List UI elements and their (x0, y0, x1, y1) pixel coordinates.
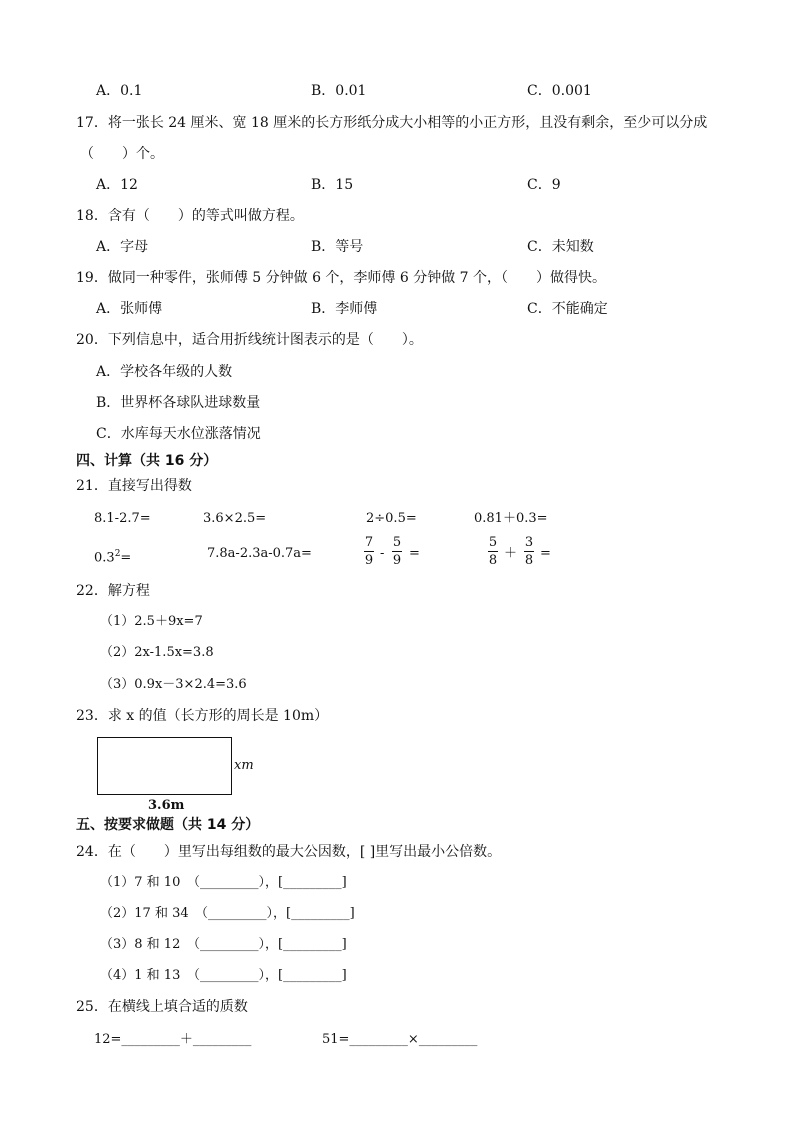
q21-expr-5 (94, 545, 131, 567)
q24-answer-blank-4[interactable]: （_________），[_________] (187, 968, 347, 983)
q16-option-a: A．0.1 (96, 83, 143, 99)
q17-question-line1: 17．将一张长 24 厘米、宽 18 厘米的长方形纸分成大小相等的小正方形，且没有剩余，至少可以分成 (76, 115, 708, 131)
fraction-bar (524, 551, 534, 552)
q21-expr-1: 8.1-2.7= (94, 511, 151, 526)
q24-item-4: （4）1 和 13 (100, 968, 181, 983)
q21-expr-6: 7.8a-2.3a-0.7a= (207, 546, 312, 561)
q21-equals-1: = (409, 546, 420, 561)
q21-square-exponent: 2 (114, 549, 121, 559)
q17-option-b: B．15 (311, 177, 354, 193)
q18-question: 18．含有（ ）的等式叫做方程。 (76, 208, 304, 224)
q21-plus-sign: ＋ (504, 546, 518, 561)
q21-fraction-3-8 (523, 535, 535, 568)
rectangle-side-label: xm (234, 758, 254, 773)
fraction-denominator: 8 (488, 553, 498, 568)
q21-title: 21．直接写出得数 (76, 478, 192, 494)
q22-equation-2: （2）2x-1.5x=3.8 (100, 645, 214, 660)
fraction-numerator: 7 (364, 535, 374, 550)
rectangle-bottom-label: 3.6m (148, 798, 185, 813)
q17-option-a: A．12 (96, 177, 138, 193)
q23-title: 23．求 x 的值（长方形的周长是 10m） (76, 708, 329, 724)
fraction-numerator: 5 (392, 535, 402, 550)
q18-option-a: A．字母 (96, 239, 149, 255)
q24-item-1: （1）7 和 10 (100, 875, 181, 890)
q21-fraction-5-8 (487, 535, 499, 568)
q21-square-equals: = (120, 550, 132, 566)
q17-option-c: C．9 (527, 177, 561, 193)
q21-expr-2: 3.6×2.5= (203, 511, 267, 526)
q25-blank-sum[interactable]: 12=_________＋_________ (94, 1032, 252, 1047)
q22-equation-3: （3）0.9x－3×2.4=3.6 (100, 677, 247, 692)
fraction-bar (488, 551, 498, 552)
q20-question: 20．下列信息中，适合用折线统计图表示的是（ ）。 (76, 332, 423, 348)
q19-option-b: B．李师傅 (311, 301, 378, 317)
fraction-denominator: 9 (392, 553, 402, 568)
q21-equals-2: = (540, 546, 551, 561)
q22-equation-1: （1）2.5＋9x=7 (100, 614, 203, 629)
q19-option-a: A．张师傅 (96, 301, 163, 317)
q20-option-c: C．水库每天水位涨落情况 (96, 426, 261, 442)
rectangle-figure (97, 737, 232, 795)
q24-answer-blank-1[interactable]: （_________），[_________] (187, 875, 347, 890)
q21-square-base: 0.3 (94, 550, 115, 566)
q21-fraction-5-9 (391, 535, 403, 568)
q24-item-3: （3）8 和 12 (100, 937, 181, 952)
section-heading-calculation: 四、计算（共 16 分） (76, 453, 218, 469)
q19-question: 19．做同一种零件，张师傅 5 分钟做 6 个，李师傅 6 分钟做 7 个，（ ）做得快。 (76, 270, 607, 286)
fraction-bar (392, 551, 402, 552)
q22-title: 22．解方程 (76, 583, 150, 599)
q18-option-b: B．等号 (311, 239, 364, 255)
fraction-numerator: 5 (488, 535, 498, 550)
fraction-numerator: 3 (524, 535, 534, 550)
q21-expr-4: 0.81＋0.3= (474, 511, 548, 526)
q24-item-2: （2）17 和 34 (100, 906, 189, 921)
q20-option-b: B．世界杯各球队进球数量 (96, 395, 261, 411)
fraction-bar (364, 551, 374, 552)
fraction-denominator: 9 (364, 553, 374, 568)
q25-blank-product[interactable]: 51=_________×_________ (322, 1032, 478, 1047)
fraction-denominator: 8 (524, 553, 534, 568)
q16-option-b: B．0.01 (311, 83, 367, 99)
q17-question-line2: （ ）个。 (80, 146, 164, 162)
q25-title: 25．在横线上填合适的质数 (76, 999, 248, 1015)
q21-expr-3: 2÷0.5= (366, 511, 417, 526)
q16-option-c: C．0.001 (527, 83, 592, 99)
q24-answer-blank-3[interactable]: （_________），[_________] (187, 937, 347, 952)
section-heading-tasks: 五、按要求做题（共 14 分） (76, 817, 260, 833)
q21-fraction-7-9 (363, 535, 375, 568)
q18-option-c: C．未知数 (527, 239, 594, 255)
q24-answer-blank-2[interactable]: （_________），[_________] (195, 906, 355, 921)
q24-title: 24．在（ ）里写出每组数的最大公因数，[ ]里写出最小公倍数。 (76, 844, 502, 860)
q20-option-a: A．学校各年级的人数 (96, 364, 233, 380)
q19-option-c: C．不能确定 (527, 301, 608, 317)
q21-minus-sign: - (380, 546, 385, 561)
